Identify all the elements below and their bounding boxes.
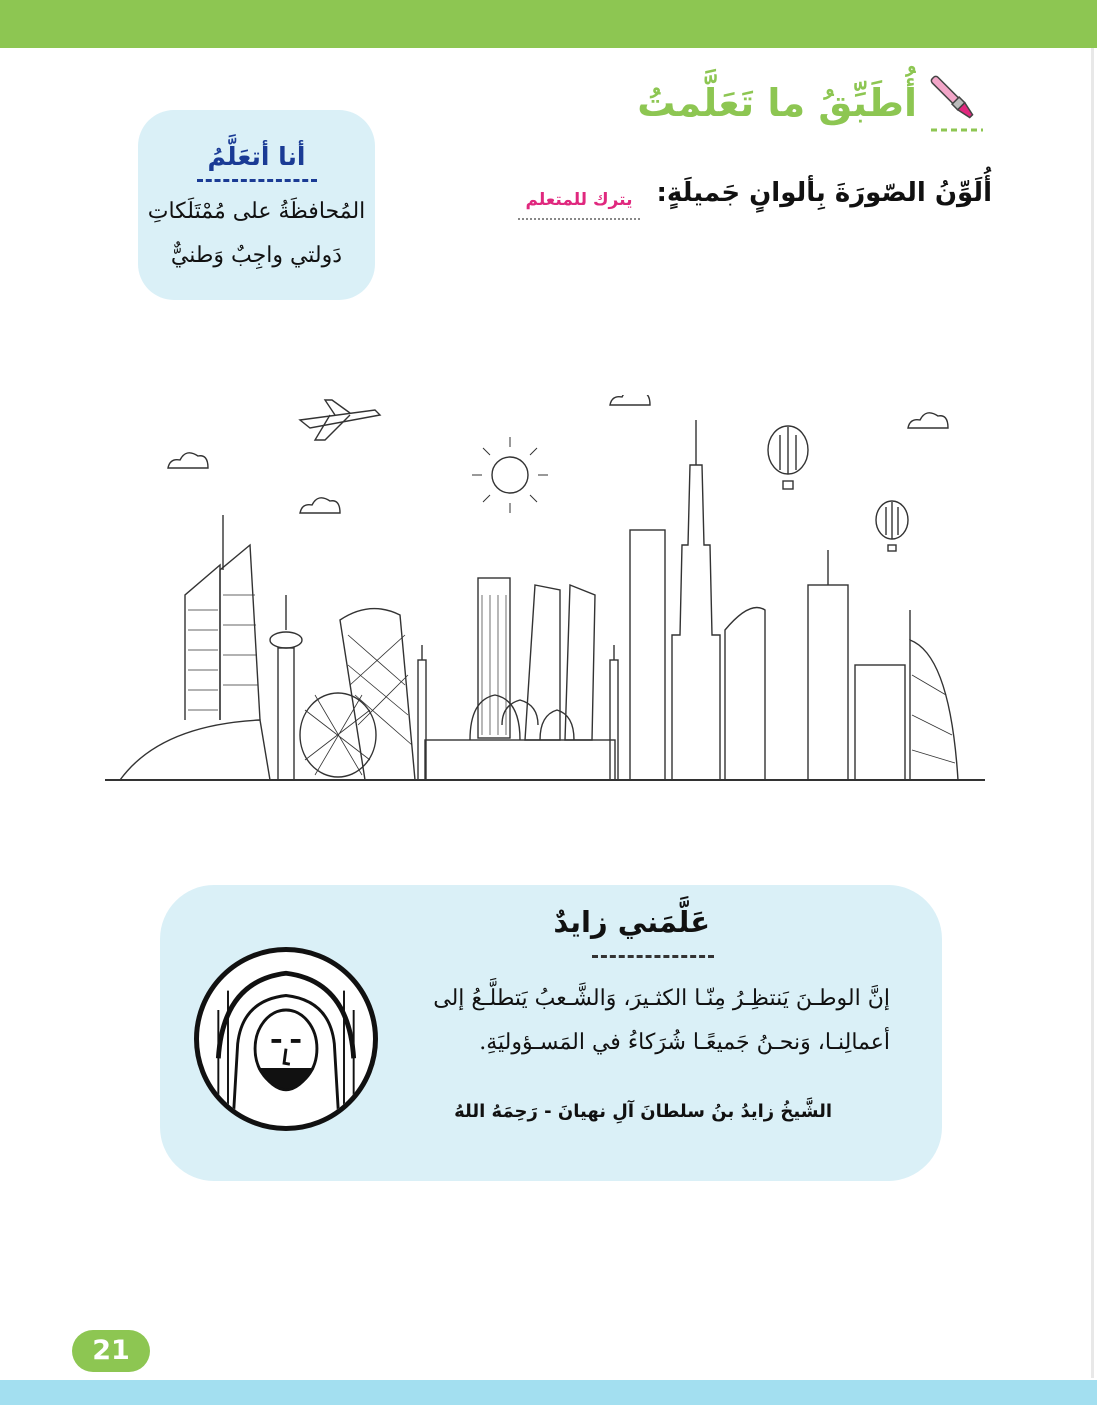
i-learn-line-1: المُحافظَةُ على مُمْتَلَكاتِ: [147, 199, 366, 224]
coloring-instruction: أُلَوِّنُ الصّورَةَ بِألوانٍ جَميلَةٍ:: [656, 178, 992, 208]
zayed-credit: الشَّيخُ زايدُ بنُ سلطانَ آلِ نهيانَ - رَحِمَهُ اللهُ: [454, 1101, 832, 1122]
grid-tower: [630, 530, 665, 780]
tv-tower: [270, 595, 302, 780]
section-header: [637, 72, 987, 134]
zayed-title: عَلَّمَني زايدٌ: [553, 905, 710, 939]
capital-gate-tower: [340, 609, 415, 780]
teacher-note: يترك للمتعلم: [518, 190, 640, 220]
sheikh-zayed-portrait: [194, 947, 378, 1131]
bottom-blue-bar: [0, 1380, 1097, 1405]
section-title: أُطَبِّقُ ما تَعَلَّمتُ: [637, 81, 917, 125]
emirates-towers: [185, 515, 260, 720]
i-learn-text: [138, 190, 375, 278]
zayed-title-underline: [592, 955, 714, 958]
low-building: [855, 665, 905, 780]
burj-khalifa: [672, 420, 720, 780]
airplane-icon: [300, 400, 380, 440]
zayed-quote-line-2: أعمالِنـا، وَنحـنُ جَميعًـا شُرَكاءُ في المَسـؤوليَةِ.: [479, 1030, 890, 1055]
zayed-taught-me-box: [160, 885, 942, 1181]
cloud-icon: [300, 498, 340, 513]
paintbrush-icon: [927, 72, 987, 134]
uae-skyline-illustration: [100, 395, 990, 790]
cloud-icon: [610, 395, 650, 405]
i-learn-title: أنا أتعَلَّمُ: [207, 142, 306, 171]
i-learn-line-2: دَولتي واجِبٌ وَطنيٌّ: [170, 243, 343, 268]
hot-air-balloon-icon: [876, 501, 908, 551]
page-edge: [1091, 48, 1097, 1378]
hot-air-balloon-icon: [768, 426, 808, 489]
twisted-tower: [725, 608, 765, 781]
cloud-icon: [168, 453, 208, 468]
sun-icon: [472, 437, 548, 513]
grand-mosque: [418, 645, 618, 780]
zayed-quote: [350, 977, 890, 1065]
spire-tower: [808, 585, 848, 780]
page-number: 21: [72, 1330, 150, 1372]
zayed-quote-line-1: إنَّ الوطـنَ يَنتظِـرُ مِنّـا الكثـيرَ، وَالشَّـعبُ يَتطلَّـعُ إلى: [433, 986, 890, 1011]
cloud-icon: [908, 413, 948, 428]
title-underline: [197, 179, 317, 182]
top-green-bar: [0, 0, 1097, 48]
lattice-dome-building: [300, 693, 376, 777]
burj-al-arab: [910, 610, 958, 780]
i-learn-box: [138, 110, 375, 300]
curved-building: [120, 720, 270, 780]
